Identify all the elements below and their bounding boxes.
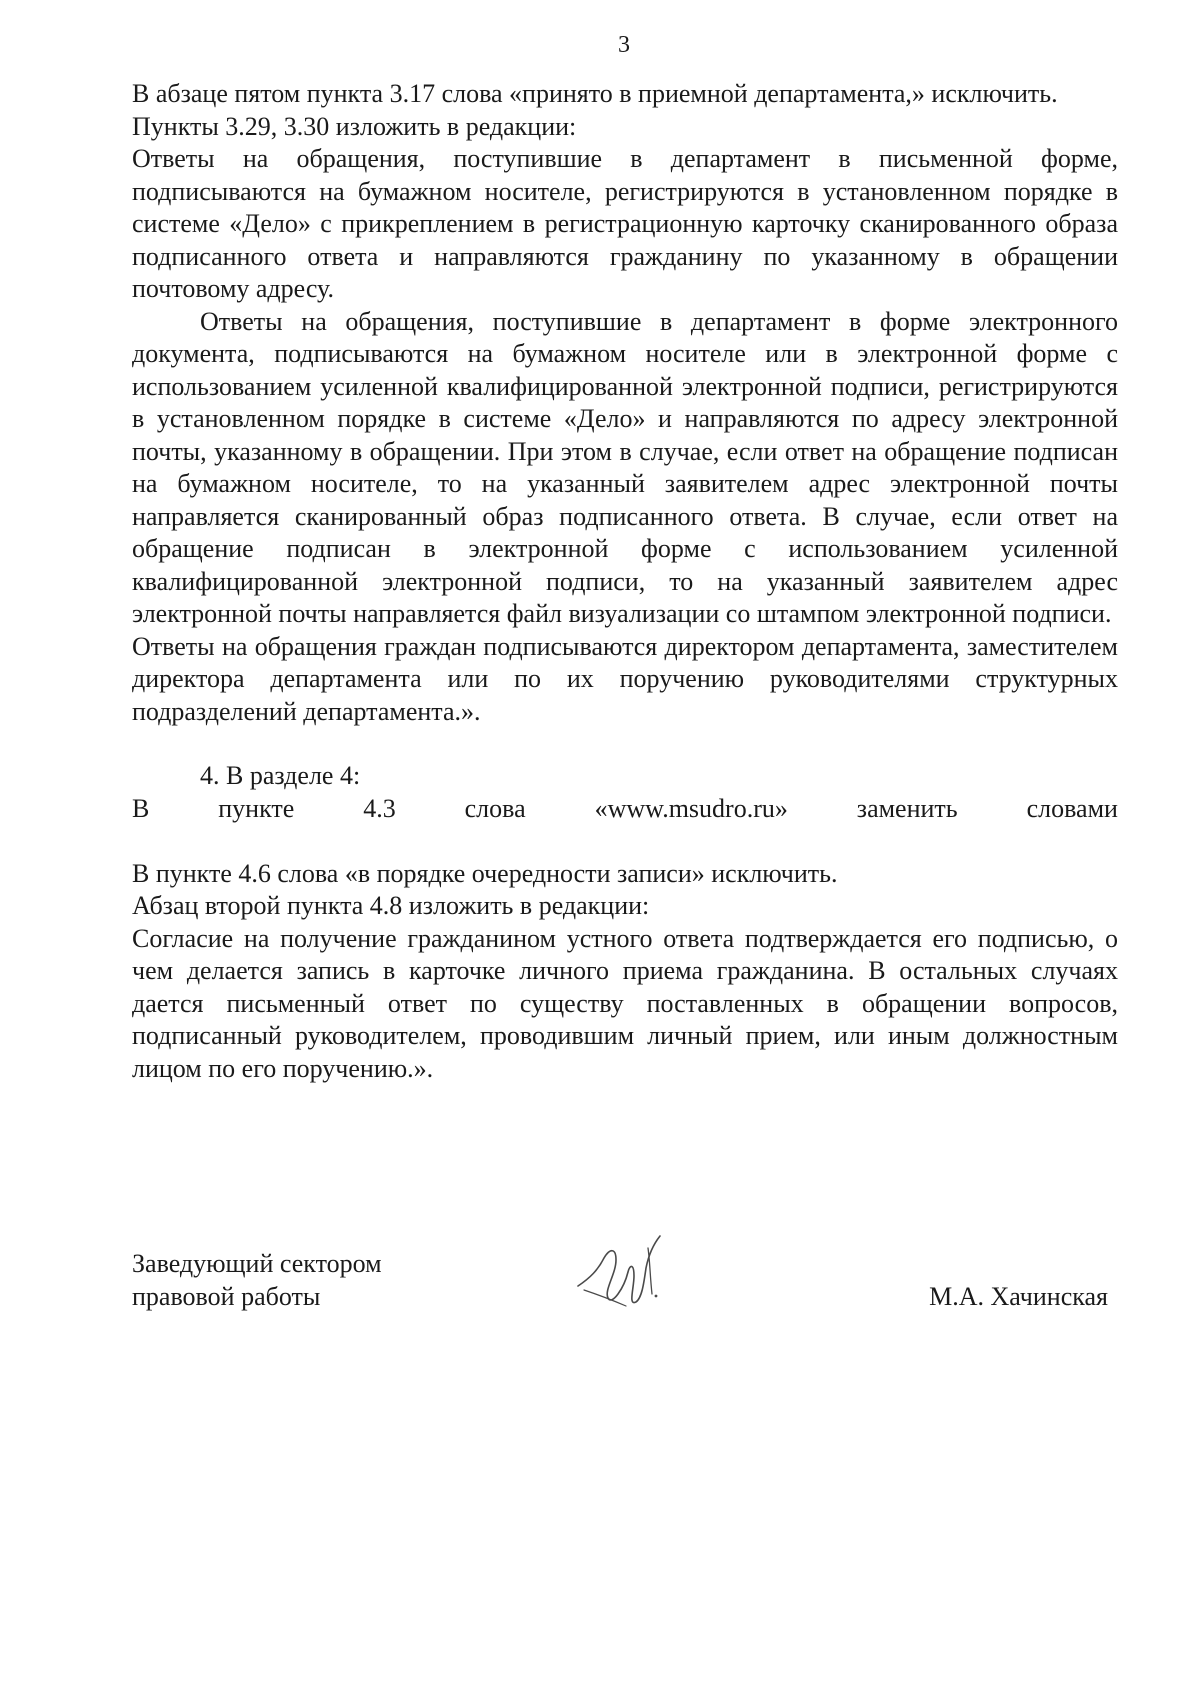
word: пункте [218, 793, 295, 823]
paragraph-3-17-amendment: В абзаце пятом пункта 3.17 слова «принято в приемной департамента,» исключить. [132, 79, 1058, 108]
blank-line [132, 825, 1118, 858]
page-number: 3 [618, 32, 630, 58]
word: В [132, 793, 150, 823]
paragraph-3-29-intro: Пункты 3.29, 3.30 изложить в редакции: [132, 111, 577, 141]
signatory-position [132, 1248, 382, 1313]
paragraph-written-answers: Ответы на обращения, поступившие в департамент в письменной форме, подписываются на бумажном носителе, регистрируются в установленном порядке в системе «Дело» с прикреплением в регистрационную карточку сканированного образа подписанного ответа и направляются гражданину по указанному в обращении почтовому адресу. [132, 144, 1118, 303]
word: слова [464, 793, 526, 823]
section-4-heading: 4. В разделе 4: [200, 761, 361, 790]
signature-block [132, 1248, 1118, 1338]
word: 4.3 [363, 793, 396, 823]
signatory-position-line: Заведующий сектором [132, 1249, 382, 1278]
paragraph-electronic-answers: Ответы на обращения, поступившие в департамент в форме электронного документа, подписываются на бумажном носителе или в электронной форме с использованием усиленной квалифицированной электронной подписи, регистрируются в установленном порядке в системе «Дело» и направляются по адресу электронной почты, указанному в обращении. При этом в случае, если ответ на обращение подписан на бумажном носителе, то на указанный заявителем адрес электронной почты направляется сканированный образ подписанного ответа. В случае, если ответ на обращение подписан в электронной форме с использованием усиленной квалифицированной электронной подписи, то на указанный заявителем адрес электронной почты направляется файл визуализации со штампом электронной подписи. [132, 306, 1118, 628]
paragraph-signing-authority: Ответы на обращения граждан подписываются директором департамента, заместителем директора департамента или по их поручению руководителями структурных подразделений департамента.». [132, 631, 1118, 726]
word: заменить [856, 793, 958, 823]
word: «www.msudro.ru» [594, 793, 788, 823]
paragraph-4-6-amendment: В пункте 4.6 слова «в порядке очередности записи» исключить. [132, 858, 838, 888]
word: словами [1026, 793, 1118, 823]
document-body [132, 78, 1118, 1085]
signatory-position-line: правовой работы [132, 1281, 321, 1311]
paragraph-4-3-amendment [132, 793, 1118, 826]
signatory-name: М.А. Хачинская [929, 1282, 1108, 1311]
handwritten-signature-icon [564, 1218, 674, 1328]
paragraph-4-8-intro: Абзац второй пункта 4.8 изложить в редакции: [132, 891, 650, 920]
paragraph-oral-answer-consent: Согласие на получение гражданином устного ответа подтверждается его подписью, о чем делается запись в карточке личного приема гражданина. В остальных случаях дается письменный ответ по существу поставленных в обращении вопросов, подписанный руководителем, проводившим личный прием, или иным должностным лицом по его поручению.». [132, 923, 1118, 1083]
